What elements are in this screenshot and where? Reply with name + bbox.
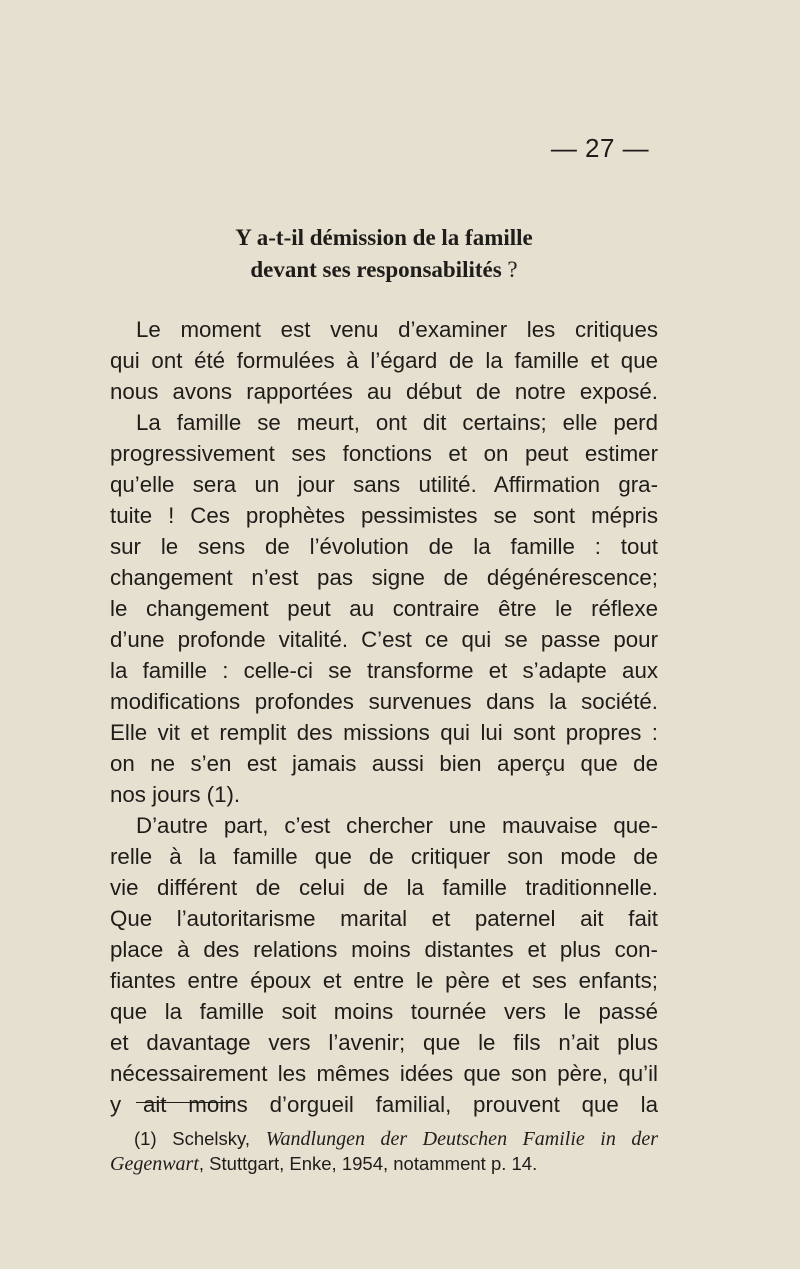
footnote-line-2	[110, 1151, 658, 1176]
body-line: y ait moins d’orgueil familial, prouvent que la	[110, 1092, 658, 1117]
body-text	[110, 314, 658, 1120]
footnote	[110, 1126, 658, 1176]
body-line: que la famille soit moins tournée vers le passé	[110, 999, 658, 1024]
section-title	[110, 222, 658, 286]
body-line: on ne s’en est jamais aussi bien aperçu que de	[110, 751, 658, 776]
footnote-line-1	[110, 1126, 658, 1151]
body-line: nécessairement les mêmes idées que son père, qu’il	[110, 1061, 658, 1086]
section-title-line-2	[110, 254, 658, 286]
section-title-line-2-text: devant ses responsabilités	[250, 257, 502, 282]
body-line: le changement peut au contraire être le réflexe	[110, 596, 658, 621]
body-line: sur le sens de l’évolution de la famille : tout	[110, 534, 658, 559]
body-line: vie différent de celui de la famille traditionnelle.	[110, 875, 658, 900]
body-line: tuite ! Ces prophètes pessimistes se sont mépris	[110, 503, 658, 528]
section-title-line-1: Y a-t-il démission de la famille	[235, 225, 533, 250]
body-line: d’une profonde vitalité. C’est ce qui se passe pour	[110, 627, 658, 652]
body-line: la famille : celle-ci se transforme et s’adapte aux	[110, 658, 658, 683]
footnote-divider	[136, 1102, 232, 1103]
body-line: et davantage vers l’avenir; que le fils n’ait plus	[110, 1030, 658, 1055]
body-line: Que l’autoritarisme marital et paternel ait fait	[110, 906, 658, 931]
footnote-work-title-1: Wandlungen der Deutschen Familie in der	[265, 1128, 659, 1150]
body-line: qu’elle sera un jour sans utilité. Affirmation gra-	[110, 472, 658, 497]
footnote-work-title-2: Gegenwart	[110, 1153, 199, 1175]
page-number: — 27 —	[550, 133, 650, 163]
body-line: Elle vit et remplit des missions qui lui sont propres :	[110, 720, 658, 745]
body-line: place à des relations moins distantes et plus con-	[110, 937, 658, 962]
body-line: D’autre part, c’est chercher une mauvaise que-	[136, 813, 658, 838]
body-line: modifications profondes survenues dans la société.	[110, 689, 658, 714]
footnote-marker: (1) Schelsky,	[134, 1128, 251, 1149]
body-line: nous avons rapportées au début de notre exposé.	[110, 379, 658, 404]
body-line: fiantes entre époux et entre le père et ses enfants;	[110, 968, 658, 993]
question-mark: ?	[507, 257, 518, 282]
body-line: relle à la famille que de critiquer son mode de	[110, 844, 658, 869]
body-line: Le moment est venu d’examiner les critiques	[136, 317, 658, 342]
body-line: progressivement ses fonctions et on peut estimer	[110, 441, 658, 466]
body-line: qui ont été formulées à l’égard de la famille et que	[110, 348, 658, 373]
footnote-reference: , Stuttgart, Enke, 1954, notamment p. 14.	[198, 1153, 538, 1174]
body-line: La famille se meurt, ont dit certains; elle perd	[136, 410, 658, 435]
body-line: nos jours (1).	[110, 782, 241, 807]
body-line: changement n’est pas signe de dégénérescence;	[110, 565, 658, 590]
